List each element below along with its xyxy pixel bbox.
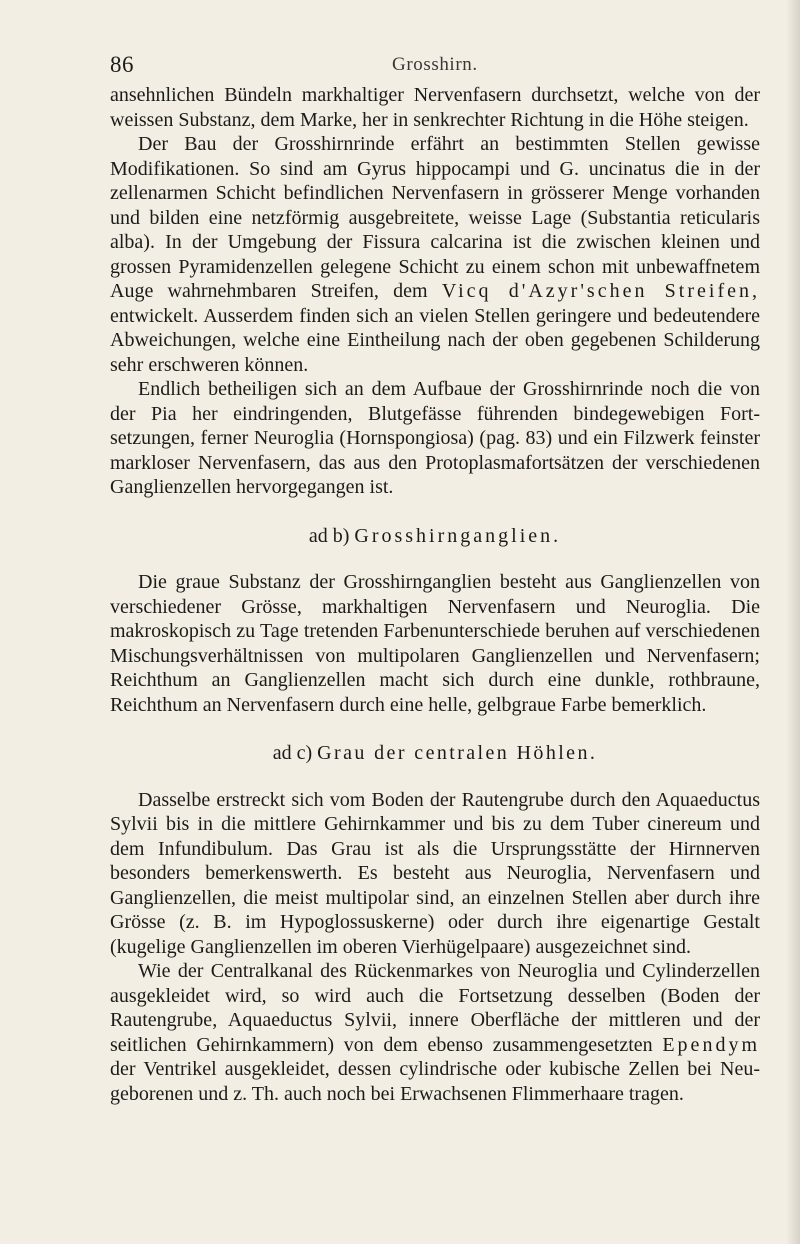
- paragraph-6: [110, 959, 760, 1106]
- paragraph-2-start: Der Bau der Grosshirnrinde erfährt an bestimmten Stellen gewisse Modifikationen. So sind am Gyrus hippocampi und G. uncinatus die in der zellenarmen Schicht befindlichen Nervenfasern in grösserer Menge vorhanden und bilden eine netzförmig ausgebreitete, weisse Lage (Substantia reticularis alba). In der Umgebung der Fissura calcarina ist die zwischen kleinen und grossen Pyramidenzellen gelegene Schicht zu einem schon mit unbewaffnetem Auge wahrnehmbaren Streifen, dem: [110, 133, 760, 302]
- body-text: [110, 83, 760, 1106]
- paragraph-2-end: entwickelt. Ausserdem finden sich an vielen Stellen geringere und bedeutendere Abweichungen, welche eine Eintheilung nach der oben gegebenen Schilderung sehr erschweren können.: [110, 304, 760, 376]
- section-c-title: Grau der centralen Höhlen.: [317, 742, 598, 764]
- vicq-dazyr-term: Vicq d'Azyr'schen Streifen,: [441, 280, 760, 302]
- section-b-prefix: ad b): [308, 524, 350, 547]
- paragraph-3: Endlich betheiligen sich an dem Aufbaue der Grosshirnrinde noch die von der Pia her eindringenden, Blutgefässe führenden bindegewebigen Fortsetzungen, ferner Neuroglia (Hornspongiosa) (pag. 83) und ein Filzwerk feinster markloser Nervenfasern, das aus den Protoplasmafortsätzen der verschiedenen Ganglienzellen hervorgegangen ist.: [110, 378, 760, 498]
- page-edge-shadow: [786, 0, 800, 1244]
- section-heading-c: [110, 741, 760, 766]
- paragraph-1: ansehnlichen Bündeln markhaltiger Nervenfasern durchsetzt, welche von der weissen Substanz, dem Marke, her in senkrechter Richtung in die Höhe steigen.: [110, 84, 760, 131]
- running-title: Grosshirn.: [392, 54, 478, 75]
- paragraph-6-start: Wie der Centralkanal des Rückenmarkes von Neuroglia und Cylinderzellen ausgekleidet wird, so wird auch die Fortsetzung desselben (Boden der Rautengrube, Aquaeductus Sylvii, innere Oberfläche der mittleren und der seitlichen Gehirnkammern) von dem ebenso zusammengesetzten: [110, 960, 760, 1056]
- page-number: 86: [110, 52, 134, 77]
- page-header: [110, 52, 760, 82]
- paragraph-6-end: der Ventrikel ausgekleidet, dessen cylindrische oder kubische Zellen bei Neugeborenen und z. Th. auch noch bei Erwachsenen Flimmerhaare tragen.: [110, 1058, 760, 1105]
- section-heading-b: [110, 524, 760, 549]
- paragraph-4: Die graue Substanz der Grosshirnganglien besteht aus Ganglienzellen von verschiedener Grösse, markhaltigen Nervenfasern und Neuroglia. Die makroskopisch zu Tage tretenden Farbenunterschiede beruhen auf verschiedenen Mischungsverhältnissen von multipolaren Ganglienzellen und Nervenfasern; Reichthum an Ganglienzellen macht sich durch eine dunkle, rothbraune, Reichthum an Nervenfasern durch eine helle, gelbgraue Farbe bemerklich.: [110, 571, 760, 716]
- section-b-title: Grosshirnganglien.: [354, 524, 562, 547]
- paragraph-2: [110, 132, 760, 377]
- ependym-term: Ependym: [662, 1033, 760, 1056]
- paragraph-5: Dasselbe erstreckt sich vom Boden der Rautengrube durch den Aquaeductus Sylvii bis in die mittlere Gehirnkammer und bis zu dem Tuber cinereum und dem Infundibulum. Das Grau ist als die Ursprungsstätte der Hirnnerven besonders bemerkenswerth. Es besteht aus Neuroglia, Nervenfasern und Ganglienzellen, die meist multipolar sind, an einzelnen Stellen aber durch ihre Grösse (z. B. im Hypoglossuskerne) oder durch ihre eigenartige Gestalt (kugelige Ganglienzellen im oberen Vierhügelpaare) ausgezeichnet sind.: [110, 788, 760, 958]
- section-c-prefix: ad c): [272, 742, 313, 764]
